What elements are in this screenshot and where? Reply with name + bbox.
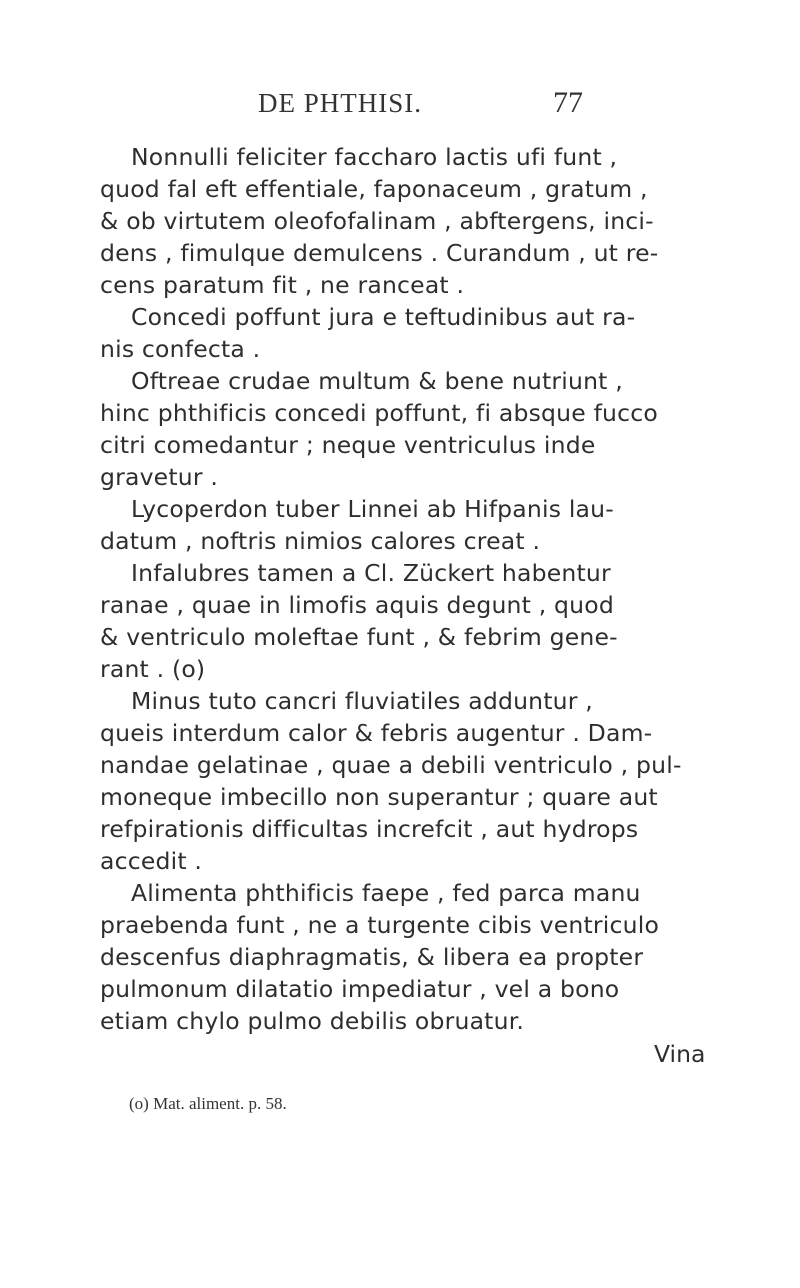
text-line: etiam chylo pulmo debilis obruatur. [100, 1007, 525, 1035]
text-line: quod fal eft effentiale, faponaceum , gratum , [100, 175, 648, 203]
text-line: datum , noftris nimios calores creat . [100, 527, 541, 555]
text-line: ranae , quae in limofis aquis degunt , quod [100, 591, 614, 619]
text-line: & ventriculo moleftae funt , & febrim gene- [100, 623, 618, 651]
catchword: Vina [654, 1040, 706, 1068]
text-line: descenfus diaphragmatis, & libera ea propter [100, 943, 644, 971]
text-line: gravetur . [100, 463, 219, 491]
text-line: queis interdum calor & febris augentur . Dam- [100, 719, 653, 747]
text-line: citri comedantur ; neque ventriculus inde [100, 431, 596, 459]
footnote: (o) Mat. aliment. p. 58. [129, 1094, 287, 1113]
text-line: & ob virtutem oleofofalinam , abftergens, inci- [100, 207, 654, 235]
running-head [0, 88, 800, 128]
running-head-title: DE PHTHISI. [258, 88, 422, 118]
text-line: cens paratum fit , ne ranceat . [100, 271, 465, 299]
text-line: pulmonum dilatatio impediatur , vel a bono [100, 975, 620, 1003]
text-line: Oftreae crudae multum & bene nutriunt , [131, 367, 623, 395]
text-line: rant . (o) [100, 655, 206, 683]
text-line: Infalubres tamen a Cl. Zückert habentur [131, 559, 611, 587]
text-line: Concedi poffunt jura e teftudinibus aut ra- [131, 303, 636, 331]
text-line: Minus tuto cancri fluviatiles adduntur , [131, 687, 593, 715]
text-line: praebenda funt , ne a turgente cibis ventriculo [100, 911, 660, 939]
text-line: hinc phthificis concedi poffunt, fi absque fucco [100, 399, 658, 427]
text-line: dens , fimulque demulcens . Curandum , ut re- [100, 239, 659, 267]
text-line: Nonnulli feliciter faccharo lactis ufi funt , [131, 143, 618, 171]
page-number: 77 [553, 86, 583, 119]
text-line: refpirationis difficultas increfcit , aut hydrops [100, 815, 639, 843]
text-line: nandae gelatinae , quae a debili ventriculo , pul- [100, 751, 682, 779]
text-line: accedit . [100, 847, 203, 875]
text-line: moneque imbecillo non superantur ; quare aut [100, 783, 658, 811]
text-line: Alimenta phthificis faepe , fed parca manu [131, 879, 641, 907]
text-line: nis confecta . [100, 335, 261, 363]
text-line: Lycoperdon tuber Linnei ab Hifpanis lau- [131, 495, 614, 523]
